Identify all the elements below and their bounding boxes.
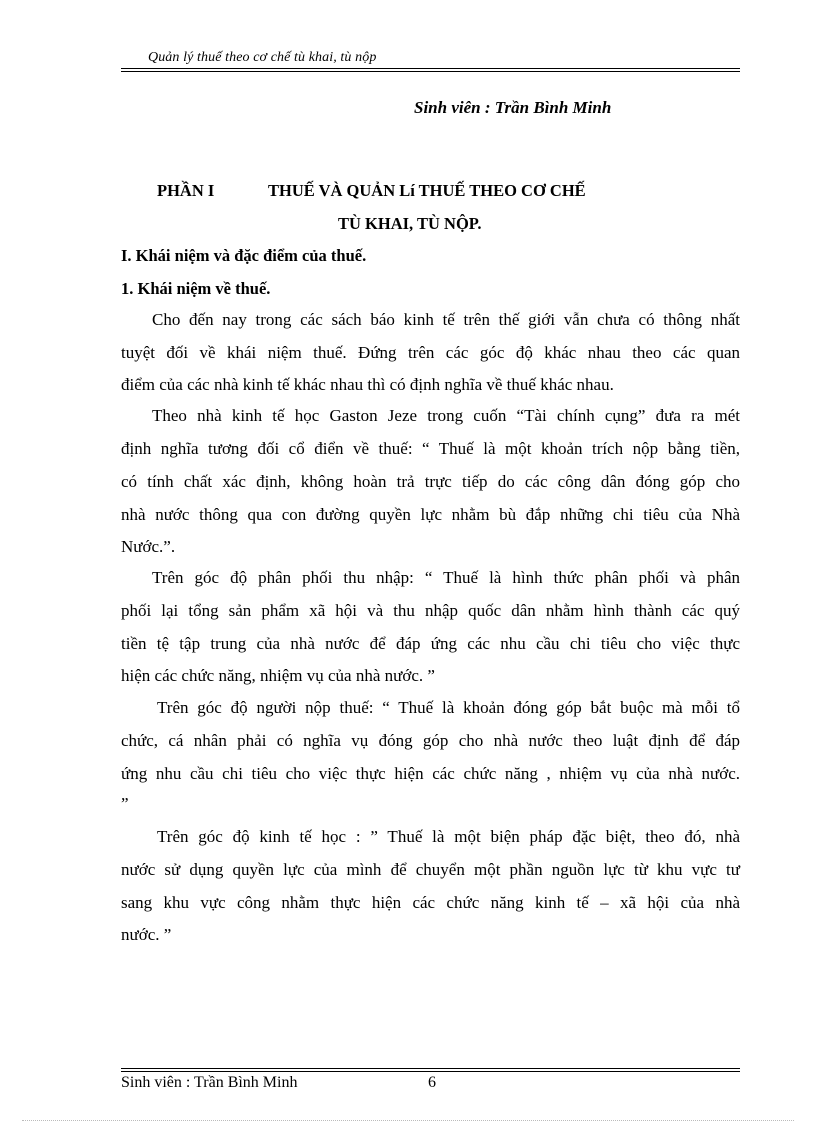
body-line: phối lại tổng sản phẩm xã hội và thu nhập quốc dân nhằm hình thành các quý <box>121 601 740 620</box>
body-line: định nghĩa tương đối cổ điển về thuế: “ Thuế là một khoản trích nộp bằng tiền, <box>121 439 740 458</box>
running-header: Quản lý thuế theo cơ chế tù khai, tù nộp <box>148 50 377 65</box>
body-line: nhà nước thông qua con đường quyền lực nhằm bù đắp những chi tiêu của Nhà <box>121 505 740 524</box>
body-line: hiện các chức năng, nhiệm vụ của nhà nước. ” <box>121 666 435 685</box>
part-title-line-2: TÙ KHAI, TÙ NỘP. <box>338 214 482 233</box>
body-line: tiền tệ tập trung của nhà nước để đáp ứng các nhu cầu chi tiêu cho việc thực <box>121 634 740 653</box>
footer-author: Sinh viên : Trần Bình Minh <box>121 1074 298 1091</box>
body-line: Cho đến nay trong các sách báo kinh tế trên thế giới vẫn chưa có thông nhất <box>152 310 740 329</box>
body-line: điểm của các nhà kinh tế khác nhau thì có định nghĩa về thuế khác nhau. <box>121 375 614 394</box>
body-line: Trên góc độ người nộp thuế: “ Thuế là khoản đóng góp bắt buộc mà mỗi tổ <box>157 698 740 717</box>
body-line: Trên góc độ phân phối thu nhập: “ Thuế là hình thức phân phối và phân <box>152 568 740 587</box>
part-label: PHẦN I <box>157 181 215 200</box>
page-number: 6 <box>428 1074 436 1091</box>
body-line: Nước.”. <box>121 537 176 556</box>
body-line: tuyệt đối về khái niệm thuế. Đứng trên các góc độ khác nhau theo các quan <box>121 343 740 362</box>
section-heading: I. Khái niệm và đặc điểm của thuế. <box>121 246 367 265</box>
part-title-line-1: THUẾ VÀ QUẢN Lí THUẾ THEO CƠ CHẾ <box>268 181 586 200</box>
body-line: có tính chất xác định, không hoàn trả trực tiếp do các công dân đóng góp cho <box>121 472 740 491</box>
body-line: sang khu vực công nhằm thực hiện các chức năng kinh tế – xã hội của nhà <box>121 893 740 912</box>
footer-rule <box>121 1071 740 1072</box>
page-bottom-divider <box>22 1120 794 1121</box>
header-rule <box>121 68 740 69</box>
body-line: ứng nhu cầu chi tiêu cho việc thực hiện các chức năng , nhiệm vụ của nhà nước. <box>121 764 740 783</box>
header-rule <box>121 71 740 72</box>
footer-rule <box>121 1068 740 1069</box>
subsection-heading: 1. Khái niệm về thuế. <box>121 279 271 298</box>
author-line: Sinh viên : Trần Bình Minh <box>414 98 612 117</box>
body-line: ” <box>121 794 129 813</box>
body-line: Theo nhà kinh tế học Gaston Jeze trong cuốn “Tài chính cụng” đưa ra mét <box>152 406 740 425</box>
body-line: nước sử dụng quyền lực của mình để chuyển một phần nguồn lực từ khu vực tư <box>121 860 740 879</box>
body-line: nước. ” <box>121 925 172 944</box>
body-line: Trên góc độ kinh tế học : ” Thuế là một biện pháp đặc biệt, theo đó, nhà <box>157 827 740 846</box>
body-line: chức, cá nhân phải có nghĩa vụ đóng góp cho nhà nước theo luật định để đáp <box>121 731 740 750</box>
